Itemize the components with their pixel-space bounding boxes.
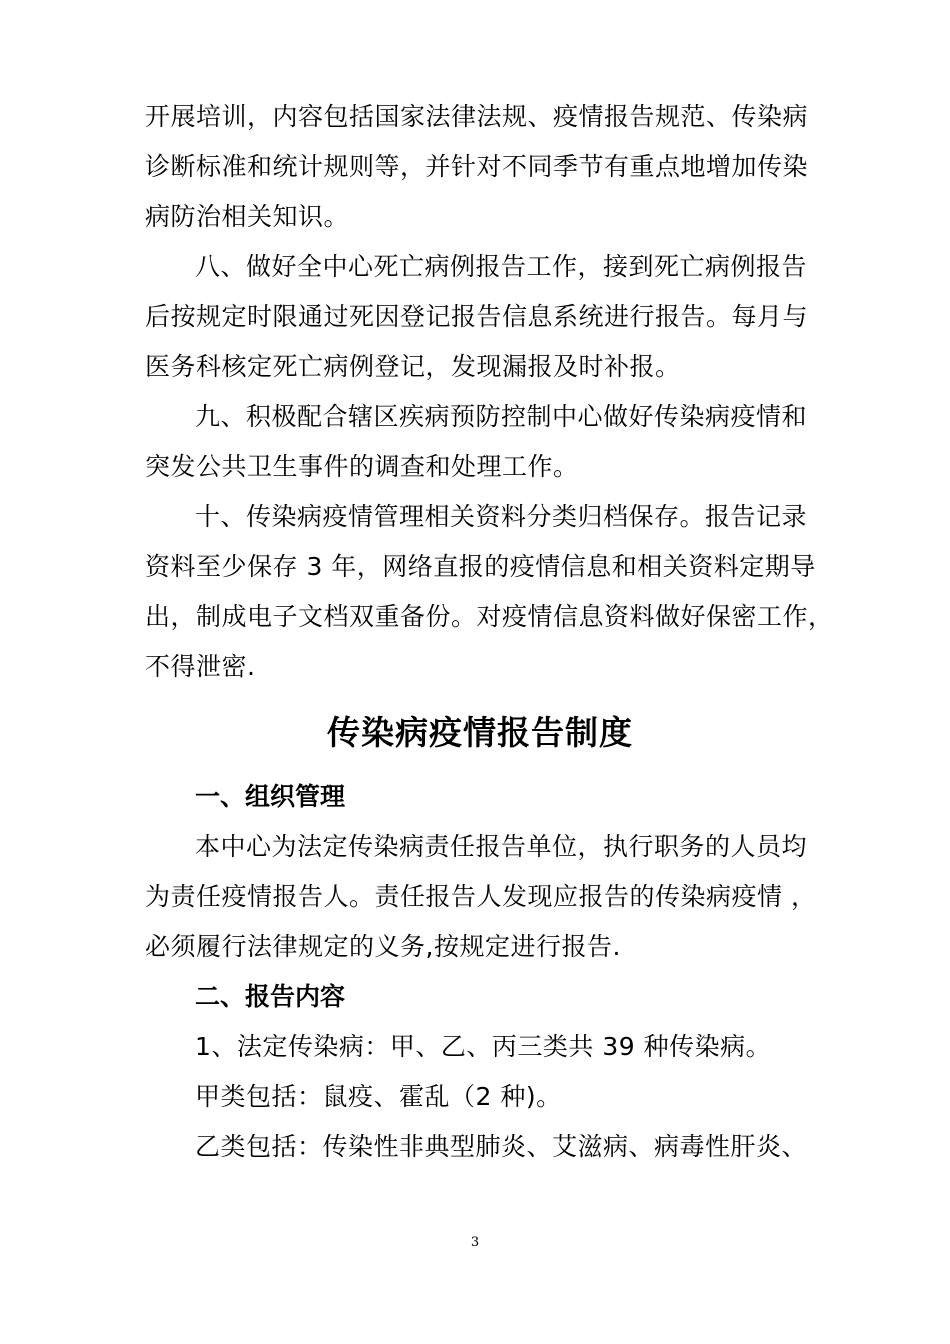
page-number: 3	[470, 1235, 480, 1250]
text-line: 医务科核定死亡病例登记，发现漏报及时补报。	[145, 352, 681, 381]
text-line: 病防治相关知识。	[145, 202, 350, 231]
paragraph-item-9	[145, 392, 815, 492]
section-report-content	[145, 972, 815, 1172]
text-line: 甲类包括：鼠疫、霍乱（2 种)。	[195, 1082, 562, 1111]
text-line: 本中心为法定传染病责任报告单位，执行职务的人员均	[195, 832, 808, 861]
text-line: 出，制成电子文档双重备份。对疫情信息资料做好保密工作，	[145, 602, 834, 631]
paragraph-item-10	[145, 492, 834, 692]
text-line: 后按规定时限通过死因登记报告信息系统进行报告。每月与	[145, 302, 809, 331]
document-body	[145, 92, 834, 1172]
text-line: 乙类包括：传染性非典型肺炎、艾滋病、病毒性肝炎、	[195, 1132, 808, 1161]
paragraph-item-8	[145, 242, 815, 392]
document-title: 传染病疫情报告制度	[327, 713, 633, 752]
text-line: 必须履行法律规定的义务,按规定进行报告.	[145, 932, 621, 961]
text-line: 九、积极配合辖区疾病预防控制中心做好传染病疫情和	[195, 402, 808, 431]
text-line: 突发公共卫生事件的调查和处理工作。	[145, 452, 579, 481]
paragraph-training	[145, 92, 815, 242]
text-line: 诊断标准和统计规则等，并针对不同季节有重点地增加传染	[145, 152, 809, 181]
text-line: 为责任疫情报告人。责任报告人发现应报告的传染病疫情 ，	[145, 882, 817, 911]
section-heading: 一、组织管理	[195, 782, 346, 811]
text-line: 八、做好全中心死亡病例报告工作，接到死亡病例报告	[195, 252, 808, 281]
text-line: 1、法定传染病：甲、乙、丙三类共 39 种传染病。	[195, 1032, 772, 1061]
text-line: 不得泄密.	[145, 652, 256, 681]
section-heading: 二、报告内容	[195, 982, 346, 1011]
text-line: 开展培训，内容包括国家法律法规、疫情报告规范、传染病	[145, 102, 809, 131]
text-line: 十、传染病疫情管理相关资料分类归档保存。报告记录	[195, 502, 808, 531]
section-organization	[145, 772, 815, 972]
text-line: 资料至少保存 3 年，网络直报的疫情信息和相关资料定期导	[145, 552, 816, 581]
